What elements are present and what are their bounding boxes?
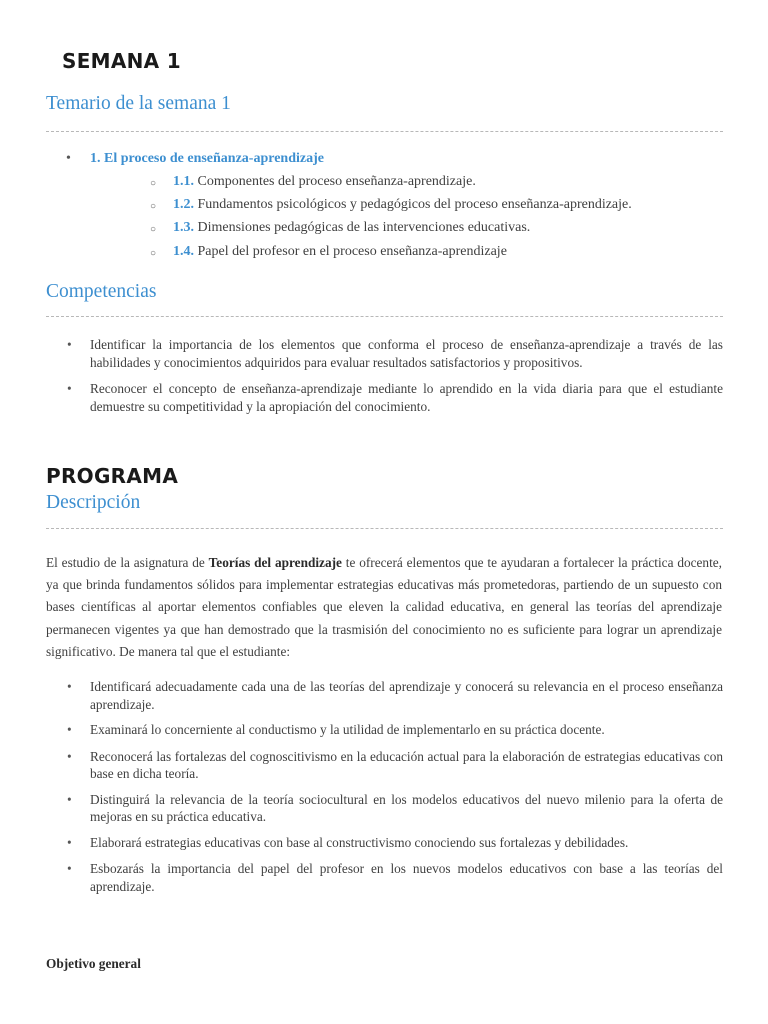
bullet-icon: • — [67, 861, 72, 876]
circle-bullet-icon: ○ — [150, 201, 157, 213]
competencias-heading: Competencias — [46, 281, 157, 302]
topic-item — [66, 151, 324, 167]
descripcion-heading: Descripción — [46, 492, 141, 513]
section-divider — [46, 528, 723, 529]
objective-item: • Esbozarás la importancia del papel del profesor en los nuevos modelos educativos con base a las teorías del aprendizaje. — [67, 861, 723, 894]
circle-bullet-icon: ○ — [150, 178, 157, 189]
circle-bullet-icon: ○ — [150, 224, 157, 236]
competencias-list — [46, 336, 723, 415]
objetivo-general-label: Objetivo general — [46, 956, 141, 971]
programa-title: PROGRAMA — [46, 464, 179, 488]
bullet-icon: • — [67, 679, 72, 694]
objective-item: • Examinará lo concerniente al conductismo y la utilidad de implementarlo en su práctica docente. — [67, 722, 605, 737]
bullet-icon: • — [66, 151, 71, 166]
section-divider — [46, 316, 723, 317]
objectives-list — [46, 678, 723, 895]
subtopic-item: ○ 1.3. Dimensiones pedagógicas de las intervenciones educativas. — [150, 220, 710, 243]
section-divider — [46, 131, 723, 132]
competencia-item: • Reconocer el concepto de enseñanza-aprendizaje mediante lo aprendido en la vida diaria para que el estudiante demuestre su competitividad y la apropiación del conocimiento. — [67, 381, 723, 414]
subtopic-item: ○ 1.2. Fundamentos psicológicos y pedagógicos del proceso enseñanza-aprendizaje. — [150, 197, 710, 220]
bullet-icon: • — [67, 834, 72, 850]
bullet-icon: • — [67, 722, 72, 737]
objective-item: • Distinguirá la relevancia de la teoría sociocultural en los modelos educativos del nuevo milenio para la oferta de mejoras en su práctica educativa. — [67, 791, 723, 824]
circle-bullet-icon: ○ — [150, 247, 157, 259]
bullet-icon: • — [67, 748, 72, 764]
objective-item: • Reconocerá las fortalezas del cognoscitivismo en la educación actual para la elaboración de estrategias educativas con base en dicha teoría. — [67, 748, 723, 781]
objective-item: • Identificará adecuadamente cada una de las teorías del aprendizaje y conocerá su relevancia en el proceso enseñanza aprendizaje. — [67, 679, 723, 712]
objective-item: • Elaborará estrategias educativas con base al constructivismo conociendo sus fortalezas y debilidades. — [67, 834, 629, 850]
bullet-icon: • — [67, 337, 72, 352]
competencia-item: • Identificar la importancia de los elementos que conforma el proceso de enseñanza-aprendizaje a través de las habilidades y conocimientos adquiridos para evaluar resultados satisfactorios y propositivos. — [67, 337, 723, 370]
subtopic-list — [150, 174, 710, 267]
subtopic-item: ○ 1.1. Componentes del proceso enseñanza-aprendizaje. — [150, 174, 710, 197]
bullet-icon: • — [67, 381, 72, 396]
course-name: Teorías del aprendizaje — [208, 555, 342, 570]
subtopic-item: ○ 1.4. Papel del profesor en el proceso enseñanza-aprendizaje — [150, 244, 710, 267]
week-title: SEMANA 1 — [62, 49, 181, 73]
bullet-icon: • — [67, 791, 72, 807]
temario-heading: Temario de la semana 1 — [46, 93, 231, 114]
description-paragraph: El estudio de la asignatura de Teorías del aprendizaje te ofrecerá elementos que te ayudaran a fortalecer la práctica docente, ya que brinda fundamentos sólidos para implementar estrategias educativas más prometedoras, partiendo de un supuesto con bases científicas al aportar elementos confiables que eleven la calidad educativa, en general las teorías del aprendizaje permanecen vigentes ya que han demostrado que la trasmisión del conocimiento no es suficiente para lograr un aprendizaje significativo. De manera tal que el estudiante: — [46, 555, 722, 659]
topic-label: 1. El proceso de enseñanza-aprendizaje — [90, 151, 324, 166]
